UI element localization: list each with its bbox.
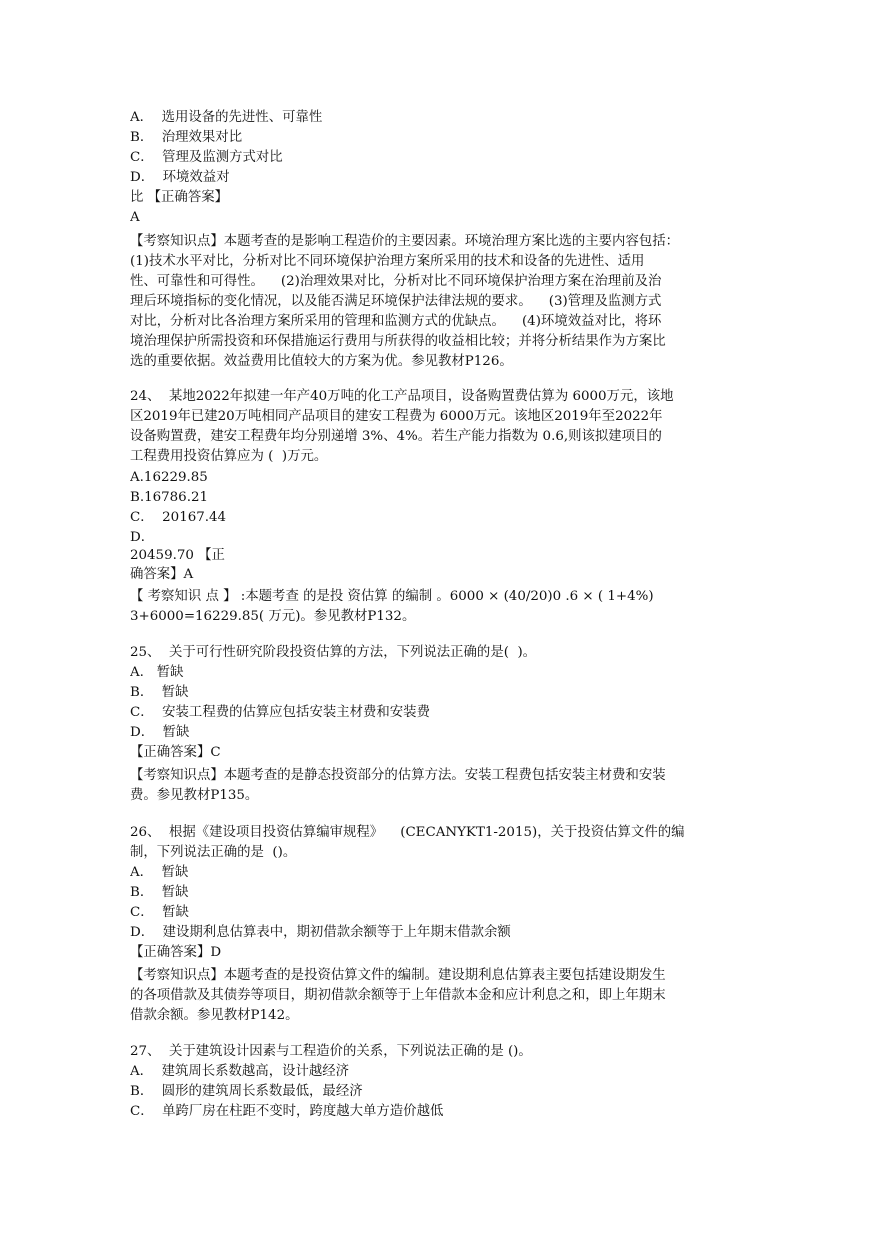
question-25-option-b: B． 暂缺 <box>130 685 189 700</box>
question-26-explanation: 借款余额。参见教材P142。 <box>130 1008 299 1023</box>
option-b-line: B． 治理效果对比 <box>130 130 243 145</box>
answer-value-line: A <box>130 210 140 225</box>
explanation-line: 选的重要依据。效益费用比值较大的方案为优。参见教材P126。 <box>130 354 513 369</box>
question-24-text: 工程费用投资估算应为 ( )万元。 <box>130 449 328 464</box>
explanation-line: 【考察知识点】本题考查的是影响工程造价的主要因素。环境治理方案比选的主要内容包括： <box>130 234 680 249</box>
option-d-line: D． 环境效益对 <box>130 170 230 185</box>
question-25-answer: 【正确答案】C <box>130 745 221 760</box>
question-26-text: 26、 根据《建设项目投资估算编审规程》 (CECANYKT1-2015)，关于投资估算文件的编 <box>130 825 685 840</box>
question-24-option-d: D． <box>130 530 155 545</box>
question-26-option-d: D． 建设期利息估算表中，期初借款余额等于上年期末借款余额 <box>130 925 511 940</box>
question-26-option-b: B． 暂缺 <box>130 885 189 900</box>
question-24-text: 区2019年已建20万吨相同产品项目的建安工程费为 6000万元。该地区2019年至2022年 <box>130 409 663 424</box>
question-25-option-c: C． 安装工程费的估算应包括安装主材费和安装费 <box>130 705 430 720</box>
explanation-line: 理后环境指标的变化情况，以及能否满足环境保护法律法规的要求。 (3)管理及监测方式 <box>130 294 662 309</box>
question-26-answer: 【正确答案】D <box>130 945 222 960</box>
question-27-option-b: B． 圆形的建筑周长系数最低，最经济 <box>130 1084 363 1099</box>
question-24-explanation: 【 考察知识 点 】 :本题考查 的是投 资估算 的编制 。6000 × (40/20)0 .6 × ( 1+4%) <box>130 589 654 604</box>
question-26-text: 制，下列说法正确的是 ()。 <box>130 845 297 860</box>
question-25-explanation: 费。参见教材P135。 <box>130 788 259 803</box>
question-25-explanation: 【考察知识点】本题考查的是静态投资部分的估算方法。安装工程费包括安装主材费和安装 <box>130 768 666 783</box>
answer-label-line: 比 【正确答案】 <box>130 190 228 205</box>
explanation-line: 对比，分析对比各治理方案所采用的管理和监测方式的优缺点。 (4)环境效益对比，将环 <box>130 314 662 329</box>
question-25-option-a: A. 暂缺 <box>130 665 184 680</box>
question-24-option-d-value: 20459.70 【正 <box>130 548 225 563</box>
explanation-line: (1)技术水平对比，分析对比不同环境保护治理方案所采用的技术和设备的先进性、适用 <box>130 254 645 269</box>
question-25-option-d: D． 暂缺 <box>130 725 190 740</box>
question-24-option-b: B.16786.21 <box>130 490 208 505</box>
explanation-line: 性、可靠性和可得性。 (2)治理效果对比，分析对比不同环境保护治理方案在治理前及治 <box>130 274 662 289</box>
question-24-option-c: C． 20167.44 <box>130 510 227 525</box>
question-24-explanation: 3+6000=16229.85( 万元)。参见教材P132。 <box>130 609 416 624</box>
question-26-option-a: A． 暂缺 <box>130 865 189 880</box>
question-24-text: 24、 某地2022年拟建一年产40万吨的化工产品项目，设备购置费估算为 6000万元，该地 <box>130 389 674 404</box>
question-27-option-c: C． 单跨厂房在柱距不变时，跨度越大单方造价越低 <box>130 1104 444 1119</box>
question-27-option-a: A． 建筑周长系数越高，设计越经济 <box>130 1064 350 1079</box>
option-c-line: C． 管理及监测方式对比 <box>130 150 283 165</box>
question-27-text: 27、 关于建筑设计因素与工程造价的关系，下列说法正确的是 ()。 <box>130 1044 532 1059</box>
question-25-text: 25、 关于可行性研究阶段投资估算的方法，下列说法正确的是( )。 <box>130 645 537 660</box>
option-a-line: A． 选用设备的先进性、可靠性 <box>130 110 323 125</box>
question-26-explanation: 【考察知识点】本题考查的是投资估算文件的编制。建设期利息估算表主要包括建设期发生 <box>130 968 666 983</box>
question-26-option-c: C． 暂缺 <box>130 905 189 920</box>
question-26-explanation: 的各项借款及其债券等项目，期初借款余额等于上年借款本金和应计利息之和，即上年期末 <box>130 988 666 1003</box>
question-24-text: 设备购置费，建安工程费年均分别递增 3%、4%。若生产能力指数为 0.6,则该拟建项目的 <box>130 429 662 444</box>
question-24-option-a: A.16229.85 <box>130 470 208 485</box>
explanation-line: 境治理保护所需投资和环保措施运行费用与所获得的收益相比较；并将分析结果作为方案比 <box>130 334 666 349</box>
question-24-answer: 确答案】A <box>130 567 194 582</box>
